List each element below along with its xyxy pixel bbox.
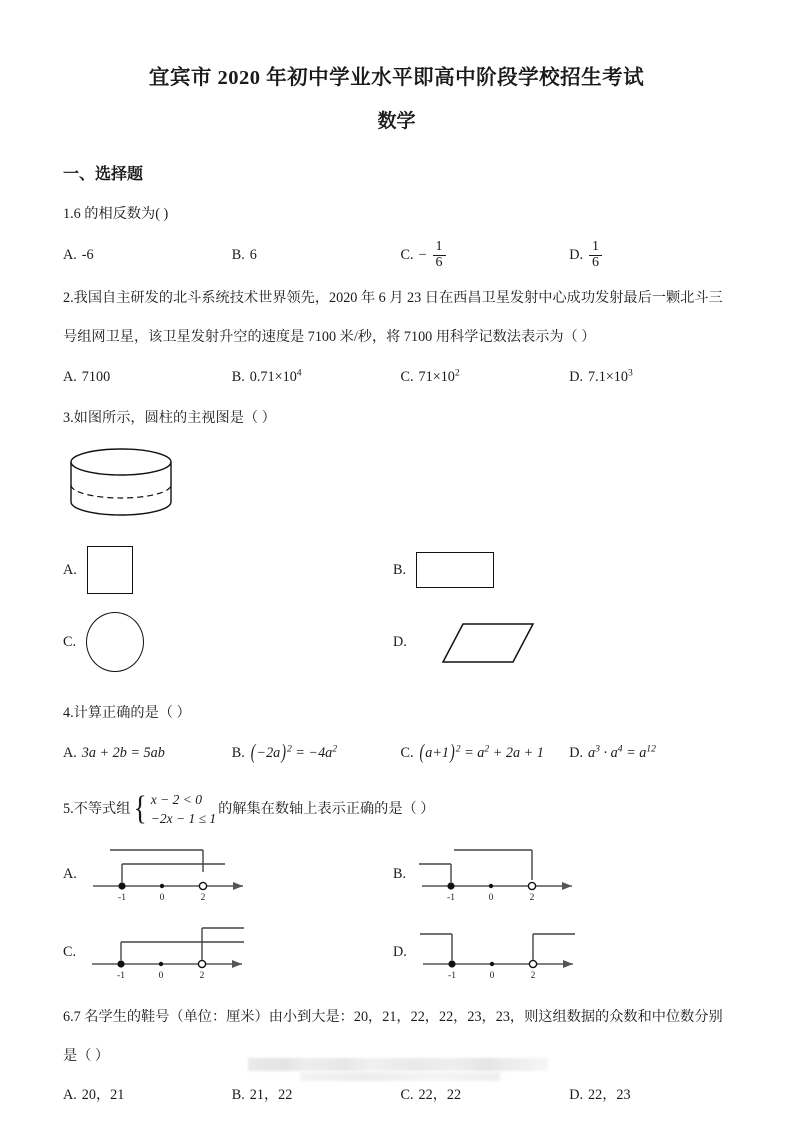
svg-text:-1: -1 (117, 970, 125, 981)
option-1-b-value: 6 (249, 247, 257, 264)
option-4-b[interactable] (232, 740, 401, 768)
redacted-watermark (248, 1058, 548, 1071)
option-4-b-expr: $(-2a)^2 = -4a^2$ (250, 740, 338, 765)
exponent: 2 (454, 366, 460, 378)
option-6-c-label: C. (400, 1087, 414, 1104)
option-4-b-label: B. (231, 744, 245, 761)
option-4-a-label: A. (63, 744, 77, 761)
option-1-c-label: C. (400, 247, 414, 264)
svg-text:0: 0 (488, 892, 494, 903)
question-3-options-row-2 (0, 594, 793, 672)
option-3-d[interactable] (393, 618, 537, 666)
option-1-b[interactable] (232, 241, 401, 271)
option-6-d-label: D. (569, 1087, 584, 1104)
option-2-b-label: B. (231, 368, 245, 385)
option-6-b-label: B. (231, 1087, 245, 1104)
question-5-options-row-2 (0, 906, 793, 984)
fraction-numerator: 1 (592, 238, 600, 254)
option-3-b-label: B. (393, 561, 407, 578)
question-6-stem-line1: 6.7 名学生的鞋号（单位：厘米）由小到大是：20，21，22，22，23，23，则这组数据的众数和中位数分别 (63, 1008, 723, 1025)
number-line-a-icon (85, 844, 265, 906)
question-1 (0, 187, 793, 271)
option-3-c[interactable] (63, 612, 393, 672)
fraction-denominator: 6 (589, 255, 602, 271)
option-2-a-value: 7100 (81, 368, 111, 385)
question-5-stem-suffix: 的解集在数轴上表示正确的是（ ） (218, 800, 435, 817)
page-title: 宜宾市 2020 年初中学业水平即高中阶段学校招生考试 (148, 67, 645, 89)
parallelogram-shape-icon (417, 618, 537, 666)
question-2 (0, 271, 793, 391)
question-2-stem-line2: 号组网卫星，该卫星发射升空的速度是 7100 米/秒，将 7100 用科学记数法表示为（ ） (63, 329, 596, 346)
redacted-watermark-secondary (300, 1072, 500, 1081)
svg-text:-1: -1 (447, 892, 455, 903)
option-3-d-label: D. (393, 633, 407, 650)
svg-text:-1: -1 (447, 970, 456, 981)
question-4-stem: 4.计算正确的是（ ） (63, 705, 191, 722)
option-3-c-label: C. (63, 633, 77, 650)
option-1-d[interactable] (569, 238, 738, 271)
option-5-b-label: B. (393, 866, 407, 883)
option-2-d-label: D. (569, 368, 584, 385)
question-4-options (63, 728, 738, 768)
option-2-b[interactable] (232, 364, 401, 392)
fraction-one-sixth (589, 240, 602, 270)
question-3 (0, 391, 793, 433)
question-4 (0, 672, 793, 767)
question-6 (0, 984, 793, 1110)
option-5-d[interactable] (393, 922, 723, 984)
svg-text:-1: -1 (117, 892, 126, 903)
option-3-b[interactable] (393, 552, 494, 588)
inequality-line-1: x − 2 < 0 (150, 792, 202, 808)
option-5-d-label: D. (393, 944, 407, 961)
cylinder-icon (63, 445, 183, 525)
option-6-c-value: 22，22 (418, 1087, 462, 1104)
option-1-a-value: -6 (81, 247, 94, 264)
option-2-c-value: $71\times 10^2$ (418, 366, 460, 385)
option-6-b-value: 21，22 (249, 1087, 293, 1104)
number-line-b-icon (414, 844, 594, 906)
option-4-c-label: C. (400, 744, 414, 761)
option-1-a-label: A. (63, 247, 77, 264)
question-2-stem-line1: 2.我国自主研发的北斗系统技术世界领先，2020 年 6 月 23 日在西昌卫星发射中心成功发射最后一颗北斗三 (63, 290, 723, 307)
svg-text:0: 0 (489, 970, 495, 981)
svg-text:0: 0 (158, 970, 164, 981)
option-1-d-label: D. (569, 247, 584, 264)
section-heading: 一、选择题 (63, 166, 144, 184)
option-3-a-label: A. (63, 561, 77, 578)
option-6-d[interactable] (569, 1082, 738, 1110)
option-4-d-expr: $a^3 \cdot a^4 = a^{12}$ (588, 743, 656, 761)
inequality-system (132, 791, 216, 827)
option-6-c[interactable] (401, 1082, 570, 1110)
option-1-c[interactable] (400, 238, 570, 271)
square-shape-icon (87, 546, 133, 594)
fraction-denominator: 6 (433, 255, 446, 271)
fraction-one-sixth-neg (433, 240, 446, 270)
option-5-b[interactable] (393, 844, 723, 906)
option-1-b-label: B. (231, 247, 245, 264)
svg-text:2: 2 (199, 970, 205, 981)
option-6-d-value: 22，23 (588, 1087, 631, 1104)
option-3-a[interactable] (63, 546, 393, 594)
question-1-stem: 1.6 的相反数为( ) (63, 206, 169, 223)
page-subtitle: 数学 (377, 110, 416, 132)
question-3-options-row-1 (0, 530, 793, 594)
question-5-stem-prefix: 5.不等式组 (63, 800, 131, 817)
svg-text:2: 2 (529, 892, 535, 903)
option-4-d[interactable] (569, 740, 738, 768)
option-5-c[interactable] (63, 922, 393, 984)
number-line-d-icon (415, 922, 595, 984)
question-2-options (63, 352, 738, 392)
question-6-stem-line2: 是（ ） (63, 1047, 110, 1064)
option-2-c-label: C. (400, 368, 414, 385)
option-5-a[interactable] (63, 844, 393, 906)
option-2-d[interactable] (569, 364, 738, 392)
question-5-stem (63, 777, 738, 827)
svg-text:0: 0 (159, 892, 165, 903)
question-5 (0, 767, 793, 827)
circle-shape-icon (86, 612, 144, 672)
rectangle-shape-icon (416, 552, 494, 588)
option-2-a[interactable] (63, 364, 232, 392)
option-1-a[interactable] (63, 241, 232, 271)
option-2-a-label: A. (63, 368, 77, 385)
option-5-c-label: C. (63, 944, 77, 961)
svg-text:2: 2 (200, 892, 206, 903)
exponent: 3 (627, 366, 633, 378)
option-6-b[interactable] (232, 1082, 401, 1110)
option-6-a-value: 20，21 (81, 1087, 125, 1104)
option-5-a-label: A. (63, 866, 77, 883)
option-4-d-label: D. (569, 744, 584, 761)
option-4-a-expr: 3a + 2b = 5ab (81, 744, 165, 761)
option-6-a-label: A. (63, 1087, 77, 1104)
svg-text:2: 2 (530, 970, 536, 981)
option-4-a[interactable] (63, 740, 232, 768)
question-5-options-row-1 (0, 828, 793, 906)
option-4-c[interactable] (401, 740, 570, 768)
cylinder-figure (0, 433, 793, 530)
option-2-d-value: $7.1\times 10^3$ (588, 366, 633, 385)
inequality-line-2: −2x − 1 ≤ 1 (150, 810, 217, 826)
number-line-c-icon (84, 922, 264, 984)
option-2-b-value: $0.71\times 10^4$ (249, 366, 302, 385)
option-2-c[interactable] (401, 364, 570, 392)
option-4-c-expr: $(a+1)^2 = a^2 + 2a + 1$ (419, 740, 544, 765)
question-1-options (63, 229, 738, 271)
question-3-stem: 3.如图所示，圆柱的主视图是（ ） (63, 410, 276, 427)
left-brace-icon: { (134, 790, 148, 828)
minus-sign: − (418, 247, 427, 264)
exponent: 4 (296, 366, 302, 378)
option-6-a[interactable] (63, 1082, 232, 1110)
fraction-numerator: 1 (435, 238, 443, 254)
